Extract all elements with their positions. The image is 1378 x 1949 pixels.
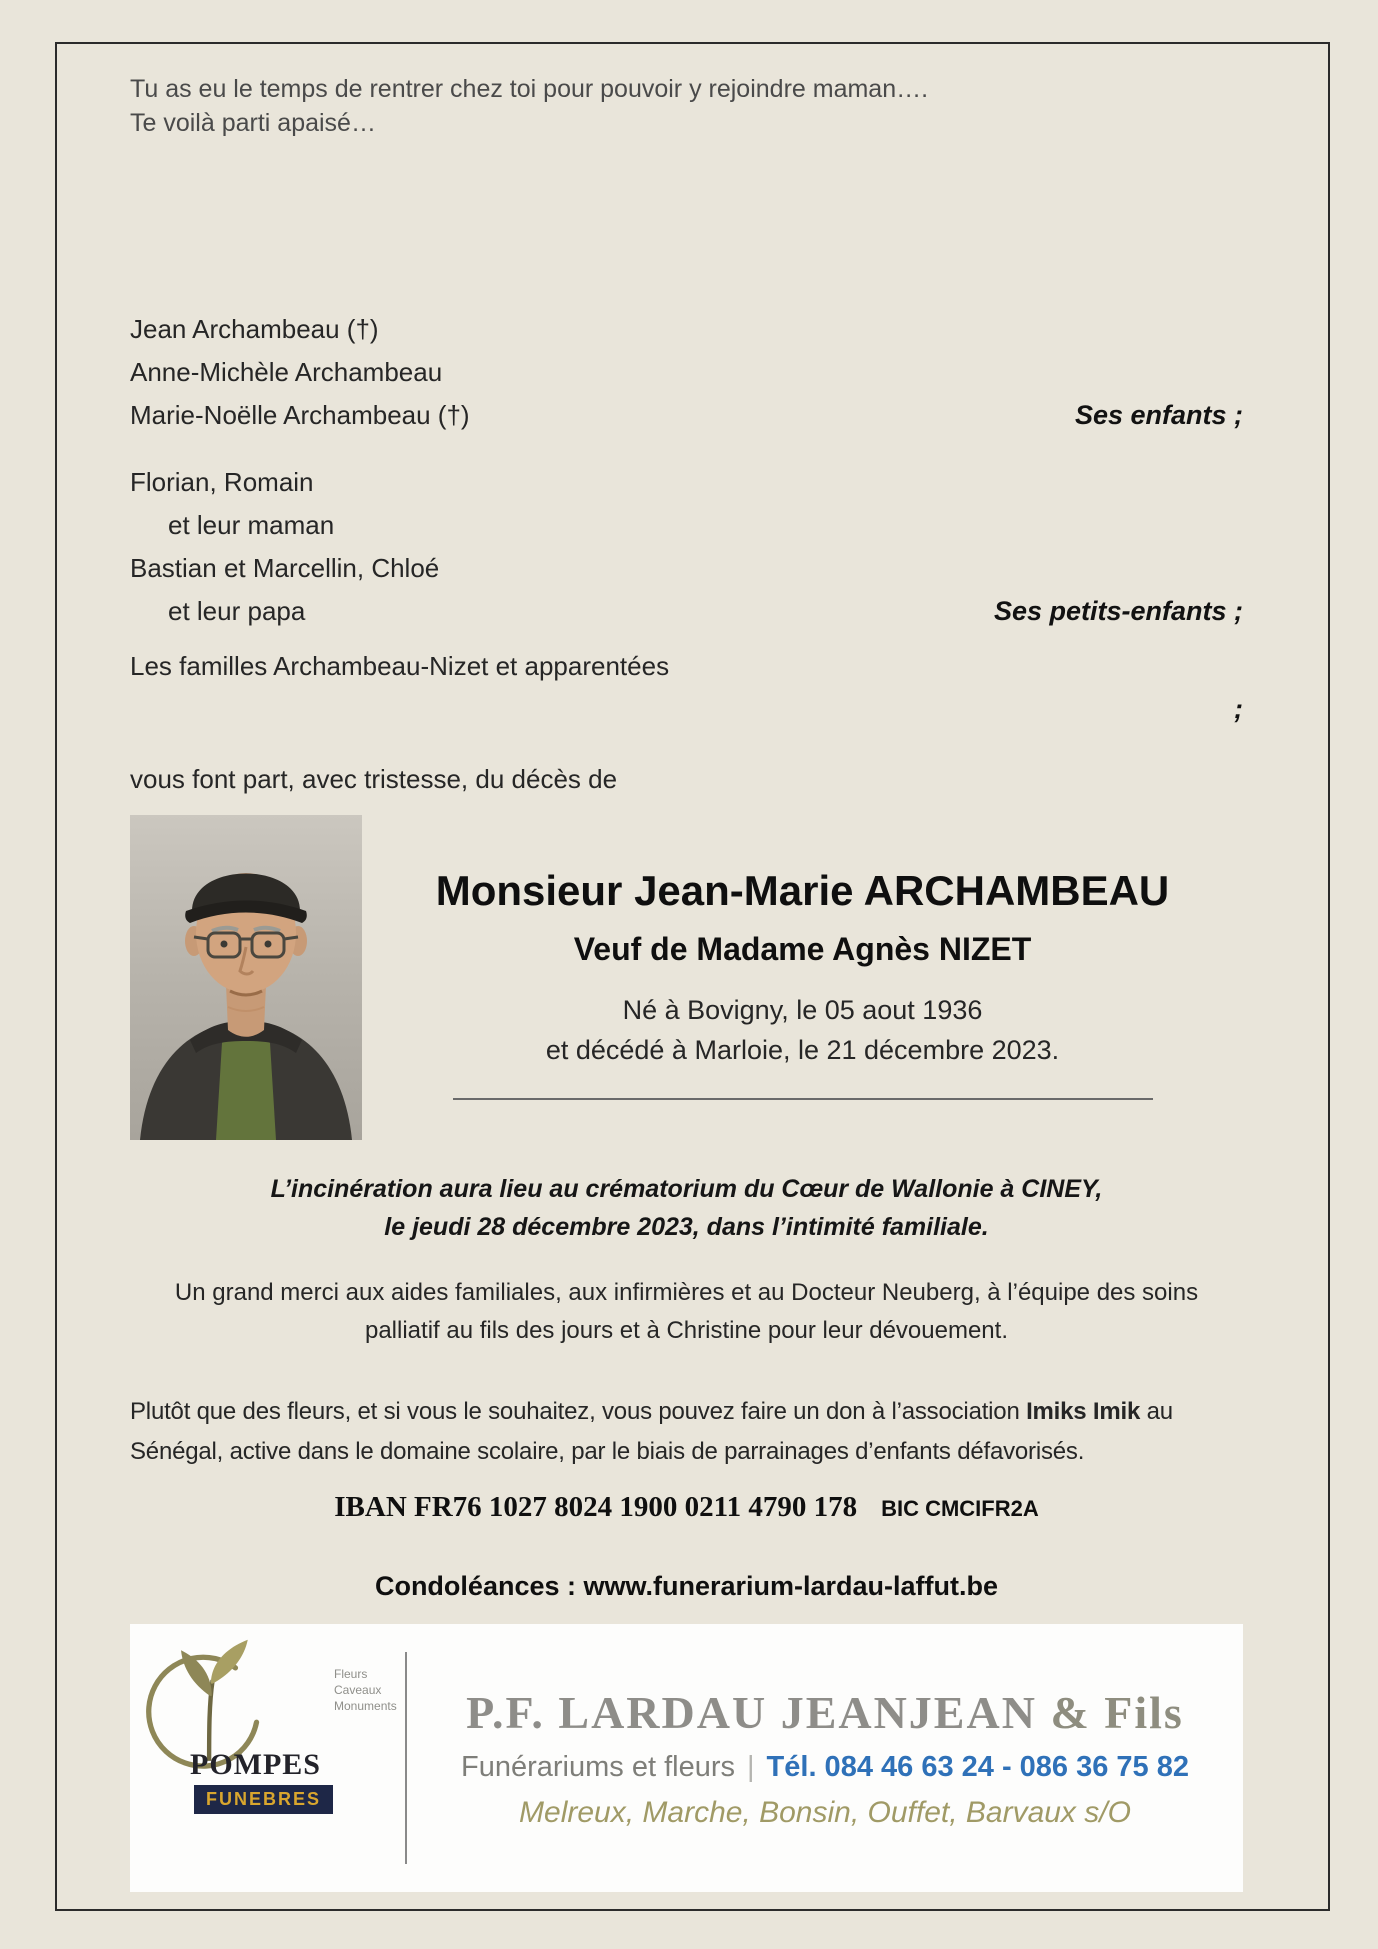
- funeral-home-name: [466, 1686, 1184, 1739]
- condolences-url: www.funerarium-lardau-laffut.be: [583, 1571, 999, 1601]
- family-line-row: [130, 394, 1243, 437]
- birth-line: Né à Bovigny, le 05 aout 1936: [622, 995, 983, 1025]
- children-label: Ses enfants ;: [1074, 400, 1243, 430]
- bic-code: BIC CMCIFR2A: [881, 1496, 1039, 1521]
- donation-line2: Sénégal, active dans le domaine scolaire, par le biais de parrainages d’enfants défavorisés.: [130, 1438, 1085, 1465]
- family-section: [130, 308, 1243, 731]
- logo-taglines: [334, 1666, 397, 1714]
- donation-paragraph: [130, 1392, 1243, 1472]
- pipe-separator: |: [747, 1751, 755, 1783]
- epigraph: [130, 72, 1243, 140]
- thanks-line2: palliatif au fils des jours et à Christine pour leur dévouement.: [364, 1317, 1008, 1344]
- relatives-group: [130, 645, 1243, 731]
- logo-word-funebres: FUNEBRES: [194, 1785, 333, 1814]
- child-name: Marie-Noëlle Archambeau (†): [130, 400, 470, 430]
- condolences-line: [130, 1571, 1243, 1602]
- grandchild-line: Florian, Romain: [130, 467, 314, 497]
- epigraph-line2: Te voilà parti apaisé…: [130, 109, 376, 137]
- logo-tag: Monuments: [334, 1699, 397, 1713]
- funeral-home-banner: [130, 1624, 1243, 1892]
- portrait-photo: [130, 815, 362, 1140]
- family-line-row: [130, 688, 1243, 731]
- family-line-row: [130, 590, 1243, 633]
- deceased-name: Monsieur Jean-Marie ARCHAMBEAU: [435, 867, 1170, 914]
- grandchildren-group: [130, 461, 1243, 633]
- separator-line: [453, 1098, 1153, 1100]
- association-name: Imiks Imik: [1026, 1398, 1141, 1425]
- phone-numbers: Tél. 084 46 63 24 - 086 36 75 82: [766, 1751, 1189, 1783]
- relatives-line: Les familles Archambeau-Nizet et apparentées: [130, 651, 670, 681]
- ceremony-line1: L’incinération aura lieu au crématorium du Cœur de Wallonie à CINEY,: [270, 1175, 1103, 1203]
- company-suffix: & Fils: [1050, 1687, 1184, 1738]
- iban-number: IBAN FR76 1027 8024 1900 0211 4790 178: [334, 1491, 858, 1523]
- grandchild-line: Bastian et Marcellin, Chloé: [130, 553, 440, 583]
- relatives-label: ;: [1234, 694, 1243, 724]
- funeral-home-logo: [130, 1624, 405, 1892]
- deceased-section: [130, 815, 1243, 1140]
- grandchild-line: et leur maman: [168, 510, 335, 540]
- services-label: Funérariums et fleurs: [461, 1751, 735, 1783]
- grandchildren-label: Ses petits-enfants ;: [993, 596, 1243, 626]
- thanks-paragraph: [130, 1274, 1243, 1350]
- death-line: et décédé à Marloie, le 21 décembre 2023.: [545, 1035, 1060, 1065]
- thanks-line1: Un grand merci aux aides familiales, aux infirmières et au Docteur Neuberg, à l’équipe des soins: [174, 1279, 1199, 1306]
- company-name: P.F. LARDAU JEANJEAN: [466, 1687, 1037, 1738]
- grandchild-line: et leur papa: [168, 596, 306, 626]
- ceremony-line2: le jeudi 28 décembre 2023, dans l’intimité familiale.: [384, 1213, 989, 1241]
- child-name: Jean Archambeau (†): [130, 314, 379, 344]
- donation-text: au: [1140, 1398, 1173, 1425]
- logo-word-pompes: POMPES: [190, 1748, 321, 1781]
- funeral-home-details: [407, 1624, 1243, 1892]
- deceased-subtitle: Veuf de Madame Agnès NIZET: [573, 931, 1032, 967]
- ceremony-notice: [130, 1170, 1243, 1246]
- border-frame: [55, 42, 1330, 1911]
- condolences-label: Condoléances :: [374, 1571, 584, 1601]
- donation-line1: [130, 1392, 1243, 1432]
- portrait-illustration: [130, 815, 362, 1140]
- funeral-home-contact: [461, 1751, 1189, 1784]
- logo-tag: Fleurs: [334, 1667, 368, 1681]
- logo-tag: Caveaux: [334, 1683, 382, 1697]
- child-name: Anne-Michèle Archambeau: [130, 357, 443, 387]
- locations-line: Melreux, Marche, Bonsin, Ouffet, Barvaux s/O: [519, 1796, 1131, 1829]
- epigraph-line1: Tu as eu le temps de rentrer chez toi pour pouvoir y rejoindre maman….: [130, 75, 929, 103]
- announcement-line: vous font part, avec tristesse, du décès de: [130, 764, 618, 794]
- bank-details: [130, 1488, 1243, 1531]
- donation-text: Plutôt que des fleurs, et si vous le souhaitez, vous pouvez faire un don à l’association: [130, 1398, 1027, 1425]
- deceased-details: [362, 815, 1243, 1140]
